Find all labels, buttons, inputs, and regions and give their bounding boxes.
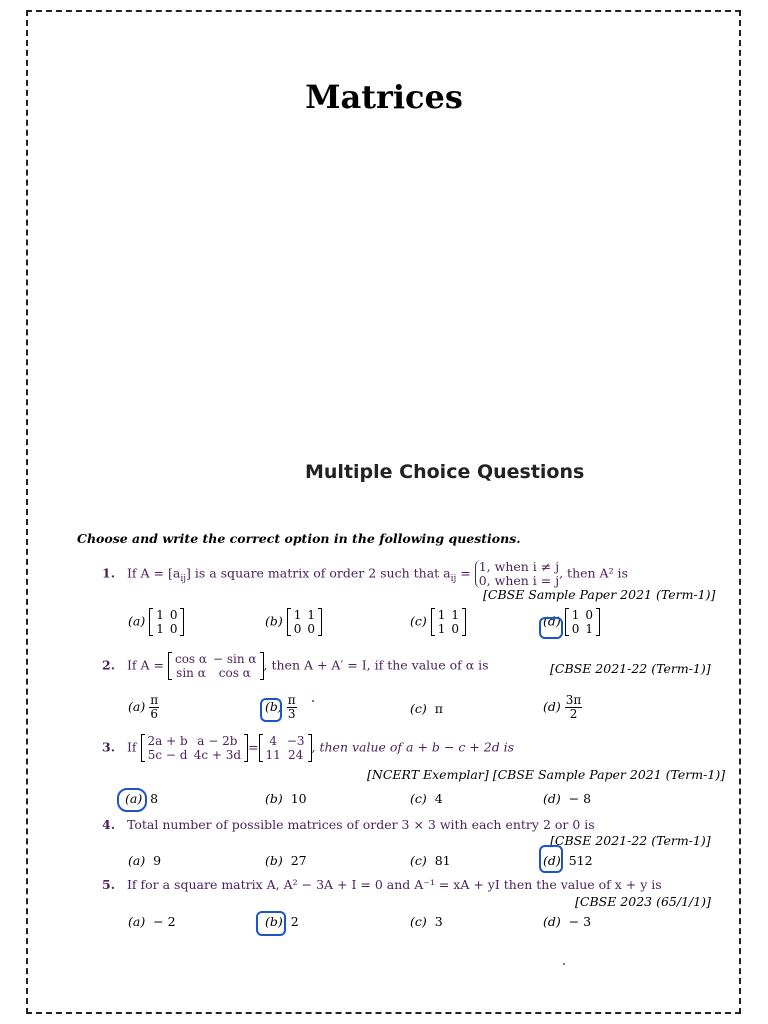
- option-3c[interactable]: (c) 4: [410, 791, 443, 806]
- option-1d[interactable]: (d) 1 0 0 1: [543, 608, 600, 636]
- ink-dot: [312, 700, 314, 702]
- option-4c[interactable]: (c) 81: [410, 853, 451, 868]
- matrix: cos α − sin α sin α cos α: [168, 652, 264, 680]
- option-1c[interactable]: (c) 1 1 1 0: [410, 608, 466, 636]
- option-3a[interactable]: (a) 8: [125, 791, 159, 806]
- option-3b[interactable]: (b) 10: [265, 791, 307, 806]
- option-2c[interactable]: (c) π: [410, 701, 443, 716]
- section-heading: Multiple Choice Questions: [305, 461, 585, 483]
- option-5c[interactable]: (c) 3: [410, 914, 443, 929]
- option-1a[interactable]: (a) 1 0 1 0: [128, 608, 184, 636]
- answer-mark-circle: [539, 617, 563, 639]
- question-number: 3.: [102, 739, 116, 755]
- matrix: 1 0 0 1: [565, 608, 600, 636]
- question-3: 3. If 2a + b a − 2b 5c − d 4c + 3d = 4 −3 11 24 , then value of a + b − c + 2d is: [102, 734, 515, 762]
- matrix: 1 1 0 0: [287, 608, 322, 636]
- option-3d[interactable]: (d) − 8: [543, 791, 592, 806]
- answer-mark-circle: [256, 911, 286, 936]
- answer-mark-circle: [117, 788, 147, 812]
- matrix: 1 0 1 0: [149, 608, 184, 636]
- page-title: Matrices: [305, 78, 463, 116]
- question-source: [CBSE 2023 (65/1/1)]: [575, 894, 711, 909]
- question-number: 5.: [102, 877, 116, 892]
- question-source: [CBSE Sample Paper 2021 (Term-1)]: [483, 587, 716, 602]
- option-1b[interactable]: (b) 1 1 0 0: [265, 608, 322, 636]
- question-2: 2. If A = cos α − sin α sin α cos α , then A + A′ = I, if the value of α is: [102, 652, 489, 680]
- option-5d[interactable]: (d) − 3: [543, 914, 592, 929]
- option-2d[interactable]: (d) $\frac{3\pi}{2}$: [543, 693, 582, 721]
- question-5: 5. If for a square matrix A, A² − 3A + I = 0 and A⁻¹ = xA + yI then the value of x + y is: [102, 877, 662, 892]
- option-5a[interactable]: (a) − 2: [128, 914, 176, 929]
- matrix: 2a + b a − 2b 5c − d 4c + 3d: [141, 734, 249, 762]
- question-1: 1. If $A = [a_{ij}]$ is a square matrix of order 2 such that $a_{ij} = 1$, when i ≠ j 0, when i = j, then A² is: [102, 559, 628, 588]
- option-2b[interactable]: (b) $\frac{\pi}{3}$: [265, 693, 296, 721]
- question-source: [CBSE 2021-22 (Term-1)]: [550, 833, 711, 848]
- matrix: 4 −3 11 24: [259, 734, 312, 762]
- question-number: 1.: [102, 565, 116, 581]
- option-5b[interactable]: (b) 2: [265, 914, 299, 929]
- ink-dot: [563, 963, 565, 965]
- question-4: 4. Total number of possible matrices of order 3 × 3 with each entry 2 or 0 is: [102, 817, 595, 832]
- option-2a[interactable]: (a) $\frac{\pi}{6}$: [128, 693, 159, 721]
- piecewise-definition: 1, when i ≠ j 0, when i = j: [475, 560, 559, 588]
- question-number: 4.: [102, 817, 116, 832]
- question-source: [CBSE 2021-22 (Term-1)]: [550, 661, 711, 676]
- question-source: [NCERT Exemplar] [CBSE Sample Paper 2021 (Term-1)]: [367, 767, 726, 782]
- matrix: 1 1 1 0: [431, 608, 466, 636]
- instruction-text: Choose and write the correct option in the following questions.: [77, 531, 521, 546]
- option-4b[interactable]: (b) 27: [265, 853, 307, 868]
- answer-mark-circle: [260, 698, 282, 722]
- option-4a[interactable]: (a) 9: [128, 853, 162, 868]
- option-4d[interactable]: (d) 512: [543, 853, 593, 868]
- question-number: 2.: [102, 657, 116, 673]
- answer-mark-circle: [539, 845, 563, 873]
